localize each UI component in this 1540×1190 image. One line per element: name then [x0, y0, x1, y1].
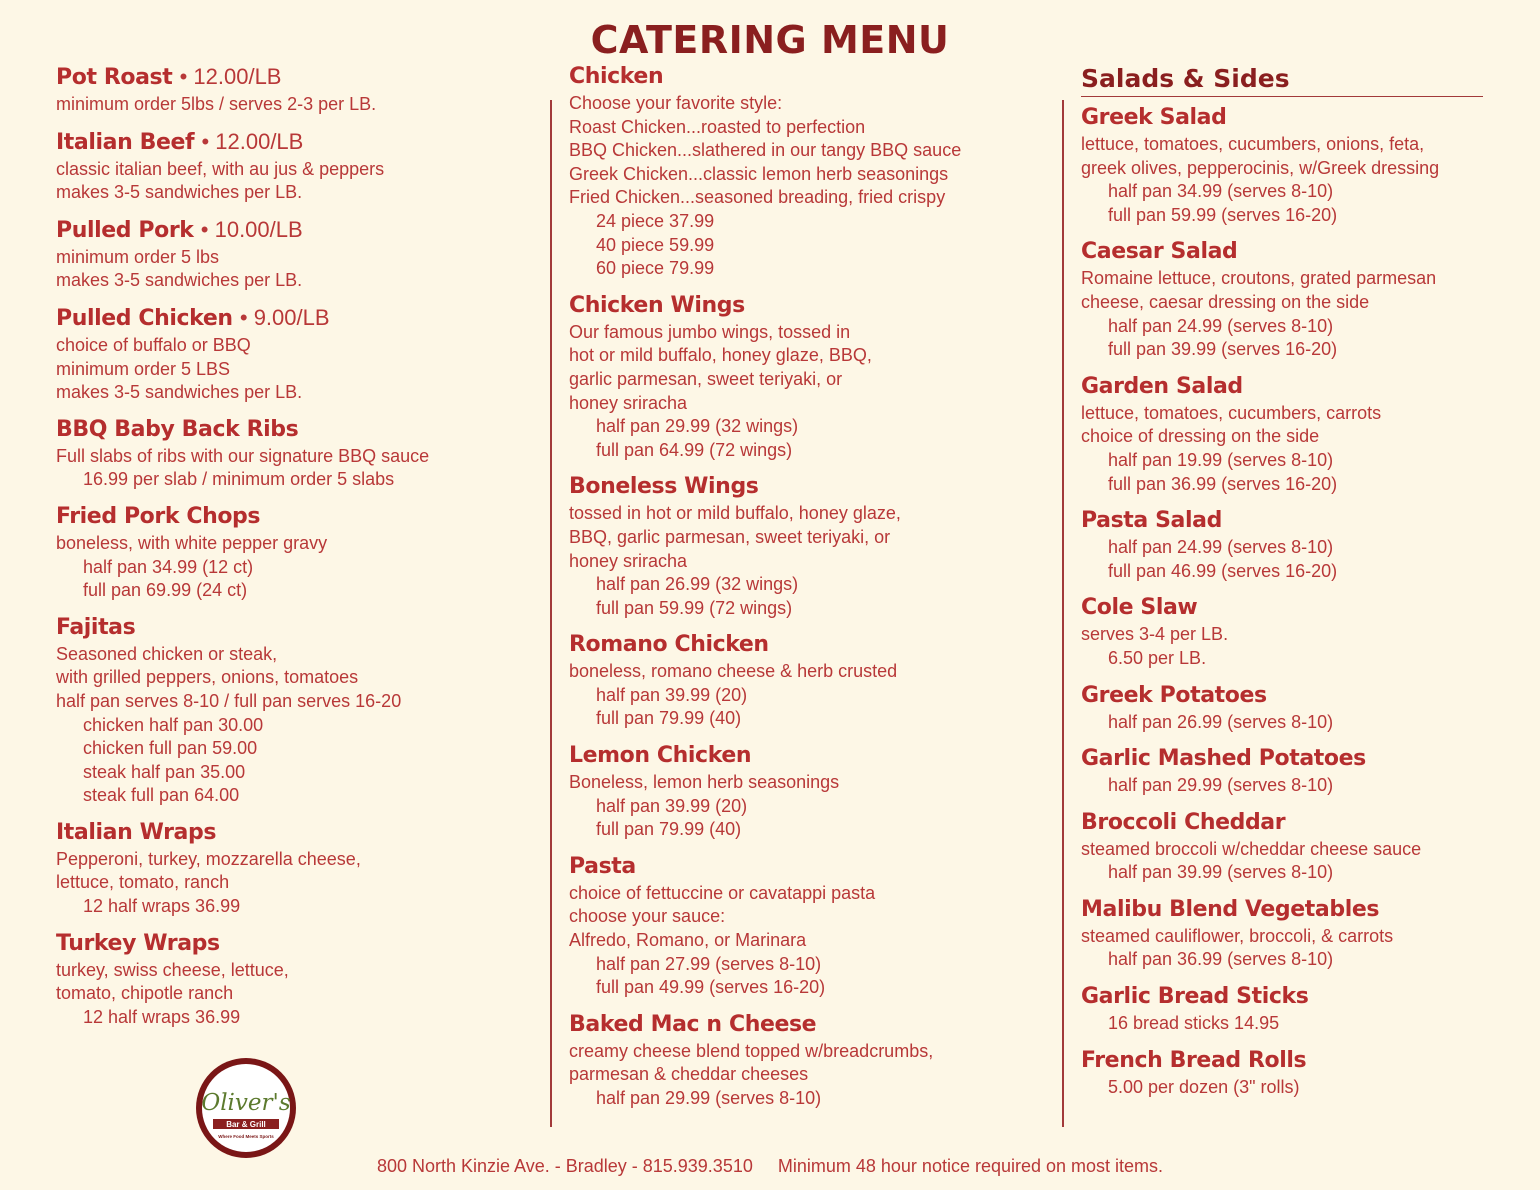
menu-item-description: Choose your favorite style: — [569, 93, 783, 113]
menu-item-description: BBQ, garlic parmesan, sweet teriyaki, or — [569, 526, 891, 547]
menu-item-price-line: full pan 79.99 (40) — [596, 819, 742, 840]
menu-item-description: makes 3-5 sandwiches per LB. — [56, 270, 303, 291]
menu-item-price-line: chicken full pan 59.00 — [83, 738, 258, 759]
menu-column-meats — [56, 62, 536, 1039]
menu-item-price-line: steak half pan 35.00 — [83, 761, 246, 782]
menu-item-name: Caesar Salad — [1081, 239, 1238, 265]
menu-item-price-line: half pan 26.99 (32 wings) — [596, 574, 799, 595]
menu-item-name: Chicken — [569, 64, 664, 89]
menu-item-price-line: 5.00 per dozen (3" rolls) — [1108, 1076, 1300, 1097]
menu-item-name: Malibu Blend Vegetables — [1081, 896, 1380, 922]
menu-item-description: Boneless, lemon herb seasonings — [569, 772, 840, 793]
column-divider — [1062, 100, 1064, 1127]
footer — [0, 1156, 1540, 1177]
menu-item-price-line: 12 half wraps 36.99 — [83, 1006, 241, 1027]
menu-item-price-line: half pan 24.99 (serves 8-10) — [1108, 315, 1334, 336]
menu-item-price-line: full pan 46.99 (serves 16-20) — [1108, 560, 1338, 581]
menu-item-fried-pork-chops — [56, 502, 536, 603]
menu-item-description: lettuce, tomato, ranch — [56, 872, 230, 893]
menu-item-name: Lemon Chicken — [569, 743, 752, 769]
menu-item-description: Full slabs of ribs with our signature BBQ sauce — [56, 445, 430, 466]
menu-item-description: cheese, caesar dressing on the side — [1081, 291, 1370, 312]
menu-item-name: Italian Beef — [56, 129, 195, 155]
menu-item-description: garlic parmesan, sweet teriyaki, or — [569, 368, 843, 389]
menu-item-price-line: full pan 49.99 (serves 16-20) — [596, 977, 826, 998]
menu-item-price: • 10.00/LB — [200, 216, 303, 242]
menu-item-fajitas — [56, 613, 536, 808]
menu-item-price-line: half pan 34.99 (12 ct) — [83, 556, 254, 577]
menu-item-name: Pot Roast — [56, 65, 173, 90]
menu-item-description: boneless, romano cheese & herb crusted — [569, 661, 898, 682]
menu-item-description: honey sriracha — [569, 392, 688, 413]
menu-item-french-bread-rolls — [1081, 1046, 1531, 1100]
menu-item-chicken-wings — [569, 291, 1049, 463]
menu-item-description: minimum order 5 lbs — [56, 246, 220, 267]
menu-item-cole-slaw — [1081, 593, 1531, 670]
menu-item-price: • 12.00/LB — [201, 128, 304, 154]
olivers-logo — [194, 1056, 298, 1160]
menu-item-garlic-mashed-potatoes — [1081, 744, 1531, 798]
menu-item-chicken — [569, 62, 1049, 281]
menu-item-price-line: full pan 36.99 (serves 16-20) — [1108, 473, 1338, 494]
menu-item-greek-potatoes — [1081, 681, 1531, 735]
menu-item-price-line: full pan 59.99 (serves 16-20) — [1108, 204, 1338, 225]
menu-item-pasta — [569, 852, 1049, 1000]
menu-item-description: creamy cheese blend topped w/breadcrumbs, — [569, 1040, 934, 1061]
menu-item-description: half pan serves 8-10 / full pan serves 16-20 — [56, 690, 402, 711]
menu-item-price-line: half pan 39.99 (20) — [596, 795, 748, 816]
menu-item-boneless-wings — [569, 472, 1049, 620]
menu-item-description: steamed cauliflower, broccoli, & carrots — [1081, 925, 1394, 946]
menu-item-description: greek olives, pepperocinis, w/Greek dressing — [1081, 157, 1440, 178]
menu-item-description: classic italian beef, with au jus & peppers — [56, 158, 385, 179]
menu-item-price-line: steak full pan 64.00 — [83, 785, 240, 806]
logo-tagline: Where Food Meets Sports — [218, 1134, 274, 1139]
menu-item-description: minimum order 5 LBS — [56, 358, 231, 379]
menu-item-description: makes 3-5 sandwiches per LB. — [56, 382, 303, 403]
menu-item-price-line: half pan 39.99 (serves 8-10) — [1108, 862, 1334, 883]
menu-item-description: lettuce, tomatoes, cucumbers, carrots — [1081, 402, 1382, 423]
menu-item-price-line: half pan 24.99 (serves 8-10) — [1108, 537, 1334, 558]
menu-item-description: boneless, with white pepper gravy — [56, 532, 328, 553]
menu-item-name: Garlic Mashed Potatoes — [1081, 746, 1366, 772]
menu-item-name: Romano Chicken — [569, 632, 769, 658]
menu-item-name: Cole Slaw — [1081, 595, 1198, 621]
menu-item-description: lettuce, tomatoes, cucumbers, onions, feta, — [1081, 134, 1425, 154]
menu-item-price: • 12.00/LB — [179, 64, 282, 89]
menu-item-description: turkey, swiss cheese, lettuce, — [56, 959, 289, 980]
menu-item-turkey-wraps — [56, 929, 536, 1030]
page-title: CATERING MENU — [590, 18, 950, 62]
menu-item-pulled-pork — [56, 215, 536, 293]
menu-item-description: choice of fettuccine or cavatappi pasta — [569, 882, 876, 903]
menu-item-romano-chicken — [569, 630, 1049, 731]
menu-item-broccoli-cheddar — [1081, 808, 1531, 885]
menu-item-price-line: half pan 29.99 (32 wings) — [596, 416, 799, 437]
menu-item-description: tomato, chipotle ranch — [56, 983, 234, 1004]
menu-item-price-line: chicken half pan 30.00 — [83, 714, 264, 735]
menu-item-description: steamed broccoli w/cheddar cheese sauce — [1081, 838, 1422, 859]
menu-item-price-line: 24 piece 37.99 — [596, 210, 715, 231]
menu-item-price-line: 16.99 per slab / minimum order 5 slabs — [83, 469, 395, 490]
menu-item-price-line: 12 half wraps 36.99 — [83, 896, 241, 917]
menu-item-name: Fried Pork Chops — [56, 503, 261, 529]
menu-item-price-line: half pan 19.99 (serves 8-10) — [1108, 449, 1334, 470]
column-divider — [550, 100, 552, 1127]
menu-item-name: Boneless Wings — [569, 474, 759, 500]
menu-item-italian-beef — [56, 127, 536, 205]
menu-item-description: makes 3-5 sandwiches per LB. — [56, 182, 303, 203]
menu-item-pasta-salad — [1081, 506, 1531, 583]
menu-item-baked-mac-n-cheese — [569, 1010, 1049, 1111]
menu-item-name: Baked Mac n Cheese — [569, 1011, 817, 1037]
footer-address: 800 North Kinzie Ave. - Bradley - 815.939.3510 — [376, 1156, 753, 1176]
menu-item-pot-roast — [56, 62, 536, 117]
menu-item-description: Romaine lettuce, croutons, grated parmesan — [1081, 268, 1437, 289]
menu-item-price-line: full pan 64.99 (72 wings) — [596, 439, 793, 460]
menu-item-bbq-baby-back-ribs — [56, 415, 536, 492]
menu-item-name: Pulled Chicken — [56, 305, 233, 331]
menu-item-caesar-salad — [1081, 237, 1531, 361]
menu-item-greek-salad — [1081, 103, 1531, 227]
menu-item-malibu-blend-vegetables — [1081, 895, 1531, 972]
menu-item-price-line: half pan 36.99 (serves 8-10) — [1108, 949, 1334, 970]
menu-column-chicken — [569, 62, 1049, 1121]
menu-item-description: choice of dressing on the side — [1081, 426, 1320, 447]
menu-item-description: tossed in hot or mild buffalo, honey glaze, — [569, 503, 901, 524]
menu-item-description: Alfredo, Romano, or Marinara — [569, 930, 807, 951]
menu-item-name: Greek Salad — [1081, 105, 1227, 130]
menu-item-price-line: half pan 34.99 (serves 8-10) — [1108, 181, 1334, 202]
menu-item-description: Seasoned chicken or steak, — [56, 643, 278, 664]
menu-item-name: Garlic Bread Sticks — [1081, 984, 1309, 1010]
menu-item-pulled-chicken — [56, 303, 536, 405]
menu-item-price: • 9.00/LB — [239, 304, 330, 330]
menu-item-italian-wraps — [56, 818, 536, 919]
menu-item-garlic-bread-sticks — [1081, 982, 1531, 1036]
menu-item-description: parmesan & cheddar cheeses — [569, 1064, 809, 1085]
menu-item-description: serves 3-4 per LB. — [1081, 624, 1229, 645]
menu-item-description: BBQ Chicken...slathered in our tangy BBQ sauce — [569, 140, 962, 161]
section-heading: Salads & Sides — [1081, 62, 1483, 97]
menu-item-description: Pepperoni, turkey, mozzarella cheese, — [56, 848, 361, 869]
menu-item-name: Garden Salad — [1081, 373, 1243, 399]
menu-item-name: Turkey Wraps — [56, 930, 220, 956]
menu-item-description: Fried Chicken...seasoned breading, fried crispy — [569, 187, 946, 208]
menu-item-name: Broccoli Cheddar — [1081, 809, 1286, 835]
menu-item-price-line: half pan 27.99 (serves 8-10) — [596, 953, 822, 974]
menu-item-price-line: 60 piece 79.99 — [596, 258, 715, 279]
menu-item-price-line: 40 piece 59.99 — [596, 234, 715, 255]
menu-item-name: Pasta — [569, 853, 636, 879]
menu-item-name: BBQ Baby Back Ribs — [56, 416, 299, 442]
menu-item-name: Pasta Salad — [1081, 508, 1222, 534]
menu-item-name: Chicken Wings — [569, 292, 745, 318]
menu-item-name: Italian Wraps — [56, 819, 217, 845]
menu-column-salads-sides — [1081, 62, 1531, 1109]
menu-item-price-line: full pan 39.99 (serves 16-20) — [1108, 339, 1338, 360]
menu-item-price-line: half pan 29.99 (serves 8-10) — [596, 1088, 822, 1108]
menu-item-price-line: half pan 29.99 (serves 8-10) — [1108, 775, 1334, 796]
menu-item-description: Greek Chicken...classic lemon herb seasonings — [569, 163, 949, 184]
menu-item-price-line: full pan 69.99 (24 ct) — [83, 580, 248, 601]
menu-item-description: minimum order 5lbs / serves 2-3 per LB. — [56, 94, 377, 114]
menu-item-description: hot or mild buffalo, honey glaze, BBQ, — [569, 345, 872, 366]
menu-item-name: French Bread Rolls — [1081, 1047, 1307, 1073]
menu-item-name: Greek Potatoes — [1081, 682, 1267, 708]
menu-item-description: Roast Chicken...roasted to perfection — [569, 116, 866, 137]
menu-item-garden-salad — [1081, 372, 1531, 496]
menu-item-description: choice of buffalo or BBQ — [56, 334, 251, 355]
logo-name: Oliver's — [201, 1090, 291, 1116]
menu-item-name: Pulled Pork — [56, 217, 194, 243]
menu-item-name: Fajitas — [56, 614, 136, 640]
menu-item-price-line: full pan 59.99 (72 wings) — [596, 597, 793, 618]
footer-notice: Minimum 48 hour notice required on most items. — [777, 1156, 1164, 1176]
menu-item-lemon-chicken — [569, 741, 1049, 842]
menu-item-description: Our famous jumbo wings, tossed in — [569, 321, 851, 342]
logo-banner: Bar & Grill — [226, 1120, 266, 1129]
menu-item-price-line: 16 bread sticks 14.95 — [1108, 1013, 1280, 1034]
menu-item-description: with grilled peppers, onions, tomatoes — [56, 667, 359, 688]
menu-item-price-line: half pan 26.99 (serves 8-10) — [1108, 711, 1334, 732]
menu-item-description: choose your sauce: — [569, 906, 726, 927]
menu-item-price-line: half pan 39.99 (20) — [596, 684, 748, 705]
menu-item-price-line: full pan 79.99 (40) — [596, 708, 742, 729]
menu-item-description: honey sriracha — [569, 550, 688, 571]
menu-item-price-line: 6.50 per LB. — [1108, 647, 1207, 668]
